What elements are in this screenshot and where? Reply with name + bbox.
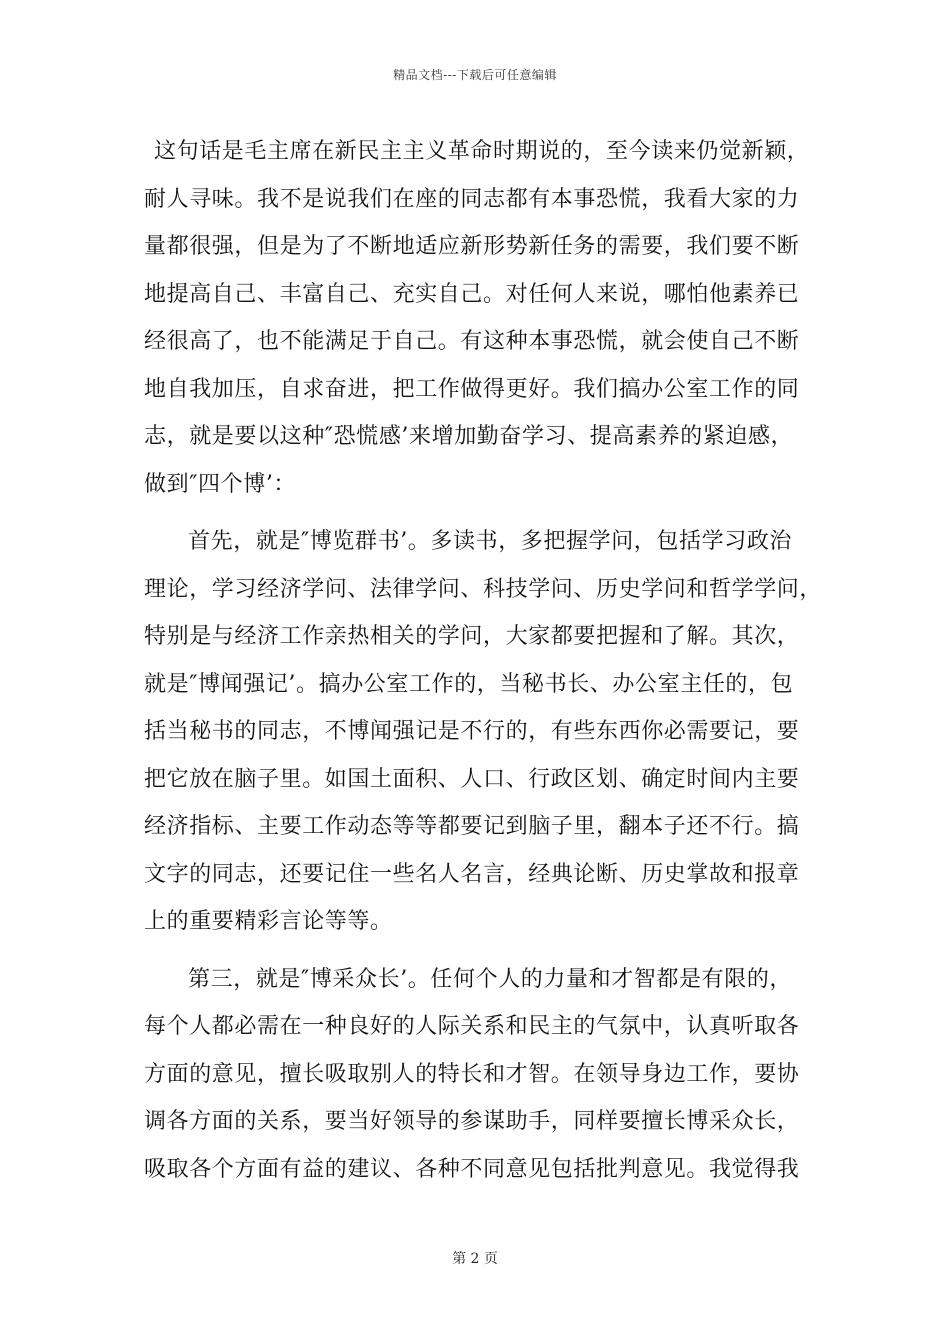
text-line: 志，就是要以这种″恐慌感’来增加勤奋学习、提高素养的紧迫感， <box>144 424 794 449</box>
text-line: 地提高自己、丰富自己、充实自己。对任何人来说，哪怕他素养已 <box>144 281 800 307</box>
document-body <box>144 128 824 1193</box>
text-line: 括当秘书的同志，不博闻强记是不行的，有些东西你必需要记，要 <box>144 719 800 744</box>
text-line: 把它放在脑子里。如国土面积、人口、行政区划、确定时间内主要 <box>144 766 800 792</box>
paragraph-gap <box>144 946 824 956</box>
text-line: 文字的同志，还要记住一些名人名言，经典论断、历史掌故和报章 <box>144 861 800 887</box>
text-line: 经很高了，也不能满足于自己。有这种本事恐慌，就会使自己不断 <box>144 329 800 354</box>
paragraph <box>144 128 824 508</box>
text-line: 量都很强，但是为了不断地适应新形势新任务的需要，我们要不断 <box>144 234 800 259</box>
text-line: 上的重要精彩言论等等。 <box>144 909 393 934</box>
text-line: 方面的意见，擅长吸取别人的特长和才智。在领导身边工作，要协 <box>144 1061 800 1087</box>
page-number: 第 2 页 <box>452 1251 498 1267</box>
text-line: 耐人寻味。我不是说我们在座的同志都有本事恐慌，我看大家的力 <box>144 186 800 212</box>
text-line: 理论，学习经济学问、法律学问、科技学问、历史学问和哲学学问， <box>144 576 823 602</box>
text-line: 特别是与经济工作亲热相关的学问，大家都要把握和了解。其次， <box>144 624 800 649</box>
text-line: 这句话是毛主席在新民主主义革命时期说的，至今读来仍觉新颖， <box>154 139 810 164</box>
text-line: 首先，就是″博览群书’。多读书，多把握学问，包括学习政治 <box>188 529 793 554</box>
text-line: 每个人都必需在一种良好的人际关系和民主的气氛中，认真听取各 <box>144 1014 800 1039</box>
text-line: 地自我加压，自求奋进，把工作做得更好。我们搞办公室工作的同 <box>144 376 800 402</box>
text-line: 调各方面的关系，要当好领导的参谋助手，同样要擅长博采众长， <box>144 1109 800 1134</box>
page-header: 精品文档---下载后可任意编辑 <box>393 68 557 82</box>
text-line: 第三，就是″博采众长’。任何个人的力量和才智都是有限的， <box>188 966 793 992</box>
paragraph <box>144 956 824 1194</box>
text-line: 吸取各个方面有益的建议、各种不同意见包括批判意见。我觉得我 <box>144 1156 800 1182</box>
paragraph-gap <box>144 508 824 518</box>
text-line: 就是″博闻强记’。搞办公室工作的，当秘书长、办公室主任的，包 <box>144 671 794 697</box>
text-line: 做到″四个博’： <box>144 471 297 497</box>
text-line: 经济指标、主要工作动态等等都要记到脑子里，翻本子还不行。搞 <box>144 814 800 839</box>
paragraph <box>144 518 824 946</box>
